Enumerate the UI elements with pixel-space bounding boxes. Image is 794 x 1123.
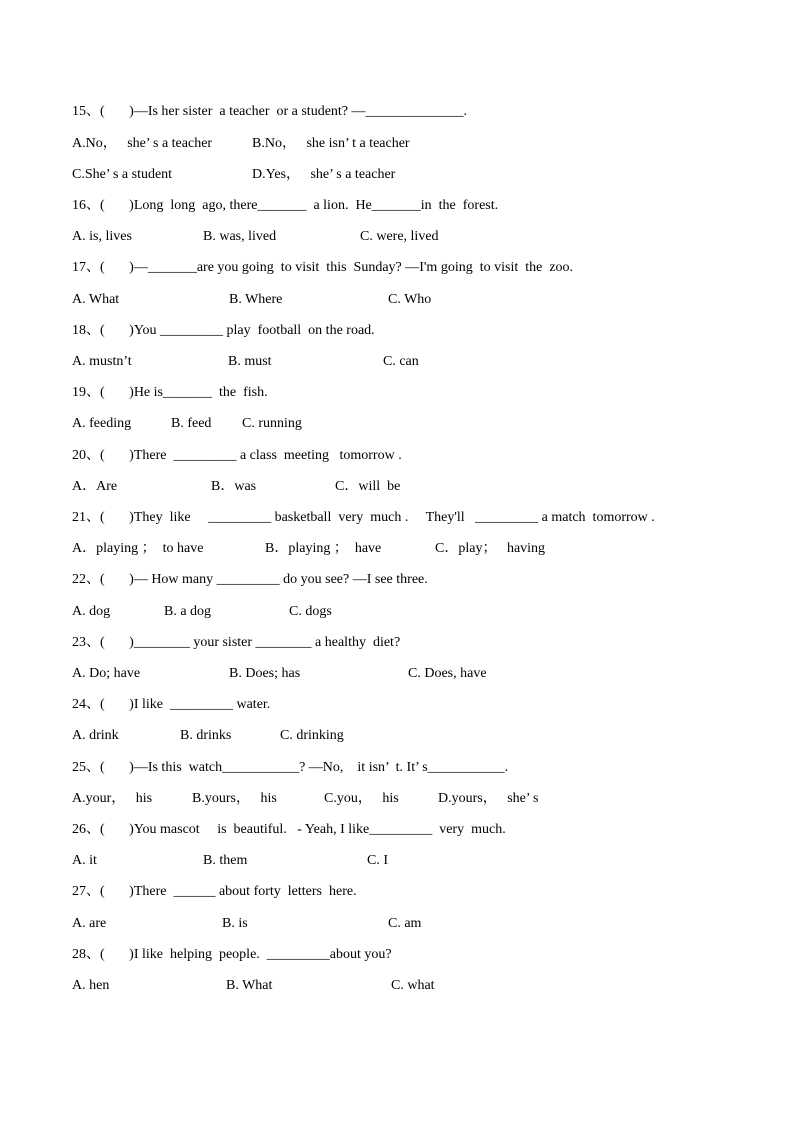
- question-28-stem: 28、( )I like helping people. _________about you?: [72, 947, 392, 962]
- question-26-option-a: A. it: [72, 853, 97, 868]
- question-15-option-c: C.She’ s a student: [72, 167, 173, 182]
- question-18-option-b: B. must: [228, 354, 272, 369]
- question-19-option-c: C. running: [242, 416, 302, 431]
- question-28-option-b: B. What: [226, 978, 273, 993]
- question-15-stem: 15、( )—Is her sister a teacher or a student? —______________.: [72, 104, 468, 119]
- question-15-option-b: B.No， she isn’ t a teacher: [252, 136, 410, 151]
- question-25-option-b: B.yours， his: [192, 791, 277, 806]
- question-23-option-b: B. Does; has: [229, 666, 301, 681]
- question-16-stem: 16、( )Long long ago, there_______ a lion. He_______in the forest.: [72, 198, 499, 213]
- question-17-option-c: C. Who: [388, 292, 432, 307]
- question-19-option-a: A. feeding: [72, 416, 132, 431]
- question-17-option-b: B. Where: [229, 292, 283, 307]
- question-22-option-a: A. dog: [72, 604, 111, 619]
- question-19-stem: 19、( )He is_______ the fish.: [72, 385, 268, 400]
- question-25-option-c: C.you， his: [324, 791, 399, 806]
- question-25-option-a: A.your， his: [72, 791, 153, 806]
- question-21-stem: 21、( )They like _________ basketball very much . They'll _________ a match tomorrow .: [72, 510, 655, 525]
- question-17-option-a: A. What: [72, 292, 120, 307]
- question-18-option-a: A. mustn’t: [72, 354, 132, 369]
- question-26-option-c: C. I: [367, 853, 388, 868]
- question-23-stem: 23、( )________ your sister ________ a healthy diet?: [72, 635, 401, 650]
- question-27-stem: 27、( )There ______ about forty letters here.: [72, 884, 357, 899]
- question-20-option-b: B．was: [211, 479, 257, 494]
- question-24-stem: 24、( )I like _________ water.: [72, 697, 271, 712]
- question-18-stem: 18、( )You _________ play football on the road.: [72, 323, 375, 338]
- question-15-option-d: D.Yes， she’ s a teacher: [252, 167, 396, 182]
- question-16-option-c: C. were, lived: [360, 229, 439, 244]
- question-21-option-b: B．playing ； have: [265, 541, 382, 556]
- question-19-option-b: B. feed: [171, 416, 212, 431]
- question-21-option-c: C．play； having: [435, 541, 546, 556]
- question-16-option-b: B. was, lived: [203, 229, 277, 244]
- question-20-stem: 20、( )There _________ a class meeting tomorrow .: [72, 448, 402, 463]
- question-28-option-c: C. what: [391, 978, 435, 993]
- question-21-option-a: A．playing ； to have: [72, 541, 204, 556]
- question-20-option-a: A．Are: [72, 479, 118, 494]
- question-27-option-b: B. is: [222, 916, 248, 931]
- question-16-option-a: A. is, lives: [72, 229, 132, 244]
- question-22-stem: 22、( )— How many _________ do you see? —I see three.: [72, 572, 428, 587]
- question-24-option-c: C. drinking: [280, 728, 344, 743]
- question-23-option-c: C. Does, have: [408, 666, 487, 681]
- question-24-option-a: A. drink: [72, 728, 119, 743]
- question-20-option-c: C．will be: [335, 479, 401, 494]
- question-23-option-a: A. Do; have: [72, 666, 141, 681]
- question-26-option-b: B. them: [203, 853, 248, 868]
- question-26-stem: 26、( )You mascot is beautiful. - Yeah, I like_________ very much.: [72, 822, 506, 837]
- question-28-option-a: A. hen: [72, 978, 110, 993]
- question-15-option-a: A.No， she’ s a teacher: [72, 136, 213, 151]
- question-18-option-c: C. can: [383, 354, 419, 369]
- question-27-option-c: C. am: [388, 916, 422, 931]
- question-27-option-a: A. are: [72, 916, 107, 931]
- question-22-option-b: B. a dog: [164, 604, 212, 619]
- question-25-stem: 25、( )—Is this watch___________? —No, it isn’ t. It’ s___________.: [72, 760, 509, 775]
- question-25-option-d: D.yours， she’ s: [438, 791, 539, 806]
- question-24-option-b: B. drinks: [180, 728, 232, 743]
- question-17-stem: 17、( )—_______are you going to visit this Sunday? —I'm going to visit the zoo.: [72, 260, 574, 275]
- question-22-option-c: C. dogs: [289, 604, 332, 619]
